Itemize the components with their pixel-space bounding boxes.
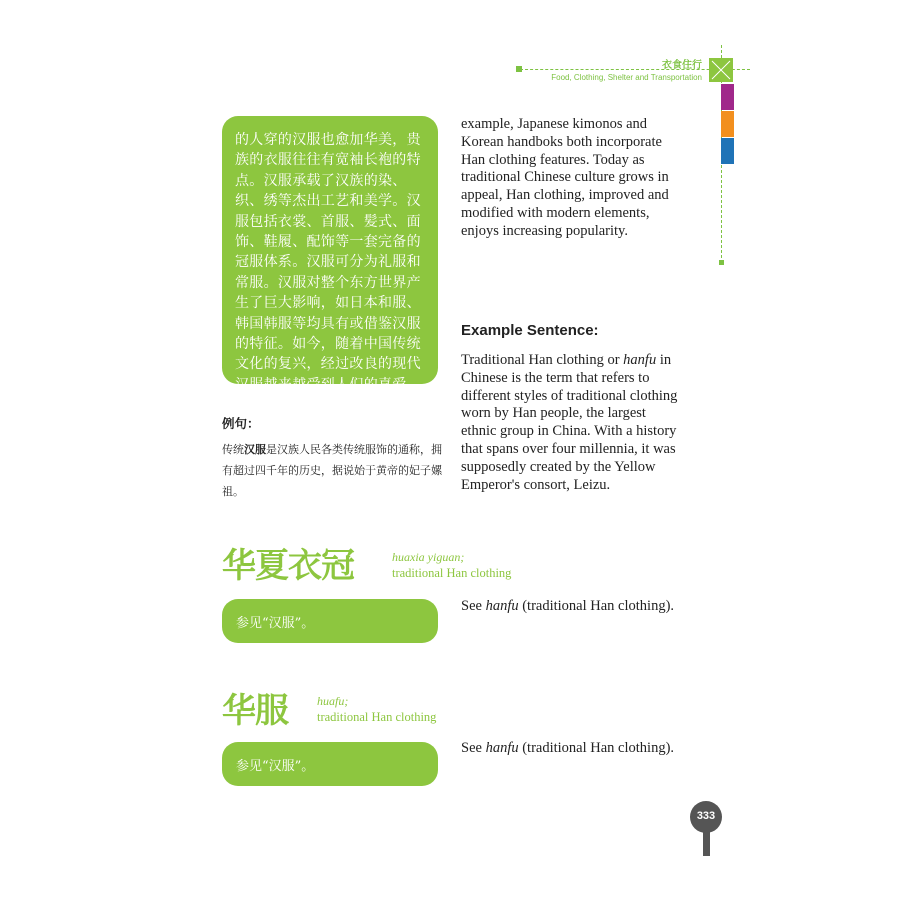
- page-number-badge: [690, 801, 722, 833]
- entry-gloss: [392, 549, 511, 581]
- entry-meaning: traditional Han clothing: [317, 710, 437, 724]
- entry-see-post: (traditional Han clothing).: [518, 740, 675, 756]
- entry-see-pre: See: [461, 598, 486, 614]
- entry-meaning: traditional Han clothing: [392, 566, 512, 580]
- cn-example-post: 是汉族人民各类传统服饰的通称，拥有超过四千年的历史，据说始于黄帝的妃子嫘祖。: [222, 443, 442, 498]
- header-line-dot: [516, 66, 522, 72]
- entry-en-see: [461, 740, 674, 757]
- entry-see-pre: See: [461, 740, 486, 756]
- entry-see-post: (traditional Han clothing).: [518, 598, 675, 614]
- cn-description-text: 的人穿的汉服也愈加华美，贵族的衣服往往有宽袖长袍的特点。汉服承载了汉族的染、织、绣等杰出工艺和美学。汉服包括衣裳、首服、髪式、面饰、鞋履、配饰等一套完备的冠服体系。汉服可分为礼服和常服。汉服对整个东方世界产生了巨大影响，如日本和服、韩国韩服等均具有或借鉴汉服的特征。如今，随着中国传统文化的复兴，经过改良的现代汉服越来越受到人们的喜爱。: [235, 132, 421, 393]
- section-title-cn: 衣食住行: [662, 60, 702, 71]
- entry-cn-box: [222, 742, 438, 786]
- en-example-heading: Example Sentence:: [461, 322, 599, 339]
- en-example-post: in Chinese is the term that refers to different styles of traditional clothing worn by Han people, the largest ethnic group in China. With a history that spans over four millennia, it was supposedly created by the Yellow Emperor's consort, Leizu.: [461, 352, 678, 493]
- en-example-pre: Traditional Han clothing or: [461, 352, 624, 368]
- section-marker-box: [709, 58, 733, 82]
- entry-pinyin: huaxia yiguan;: [392, 550, 465, 564]
- section-title-en: Food, Clothing, Shelter and Transportation: [551, 73, 702, 82]
- color-tab-blue: [721, 138, 734, 164]
- margin-line-dot: [719, 260, 724, 265]
- cross-icon: [709, 58, 733, 82]
- entry-see-term: hanfu: [485, 740, 519, 756]
- color-tab-orange: [721, 111, 734, 137]
- entry-see-term: hanfu: [485, 598, 519, 614]
- cn-example-pre: 传统: [222, 443, 244, 456]
- entry-cn-box: [222, 599, 438, 643]
- cn-example-sentence: [222, 439, 442, 502]
- en-example-sentence: [461, 352, 679, 494]
- cn-example-term: 汉服: [244, 443, 266, 456]
- en-example-term: hanfu: [623, 352, 657, 368]
- en-description-text: example, Japanese kimonos and Korean handboks both incorporate Han clothing features. Today as traditional Chinese culture grows in appeal, Han clothing, improved and modified with modern elements, enjoys increasing popularity.: [461, 116, 669, 239]
- entry-headword: 华夏衣冠: [222, 546, 354, 586]
- cn-description-box: [222, 116, 438, 393]
- page-number: 333: [696, 810, 716, 822]
- entry-cn-see: 参见“汉服”。: [236, 616, 315, 631]
- entry-cn-see: 参见“汉服”。: [236, 759, 315, 774]
- color-tab-purple: [721, 84, 734, 110]
- cn-example-label: 例句：: [222, 416, 260, 431]
- entry-headword: 华服: [222, 691, 288, 731]
- entry-pinyin: huafu;: [317, 694, 349, 708]
- entry-en-see: [461, 598, 674, 615]
- entry-gloss: [317, 693, 436, 725]
